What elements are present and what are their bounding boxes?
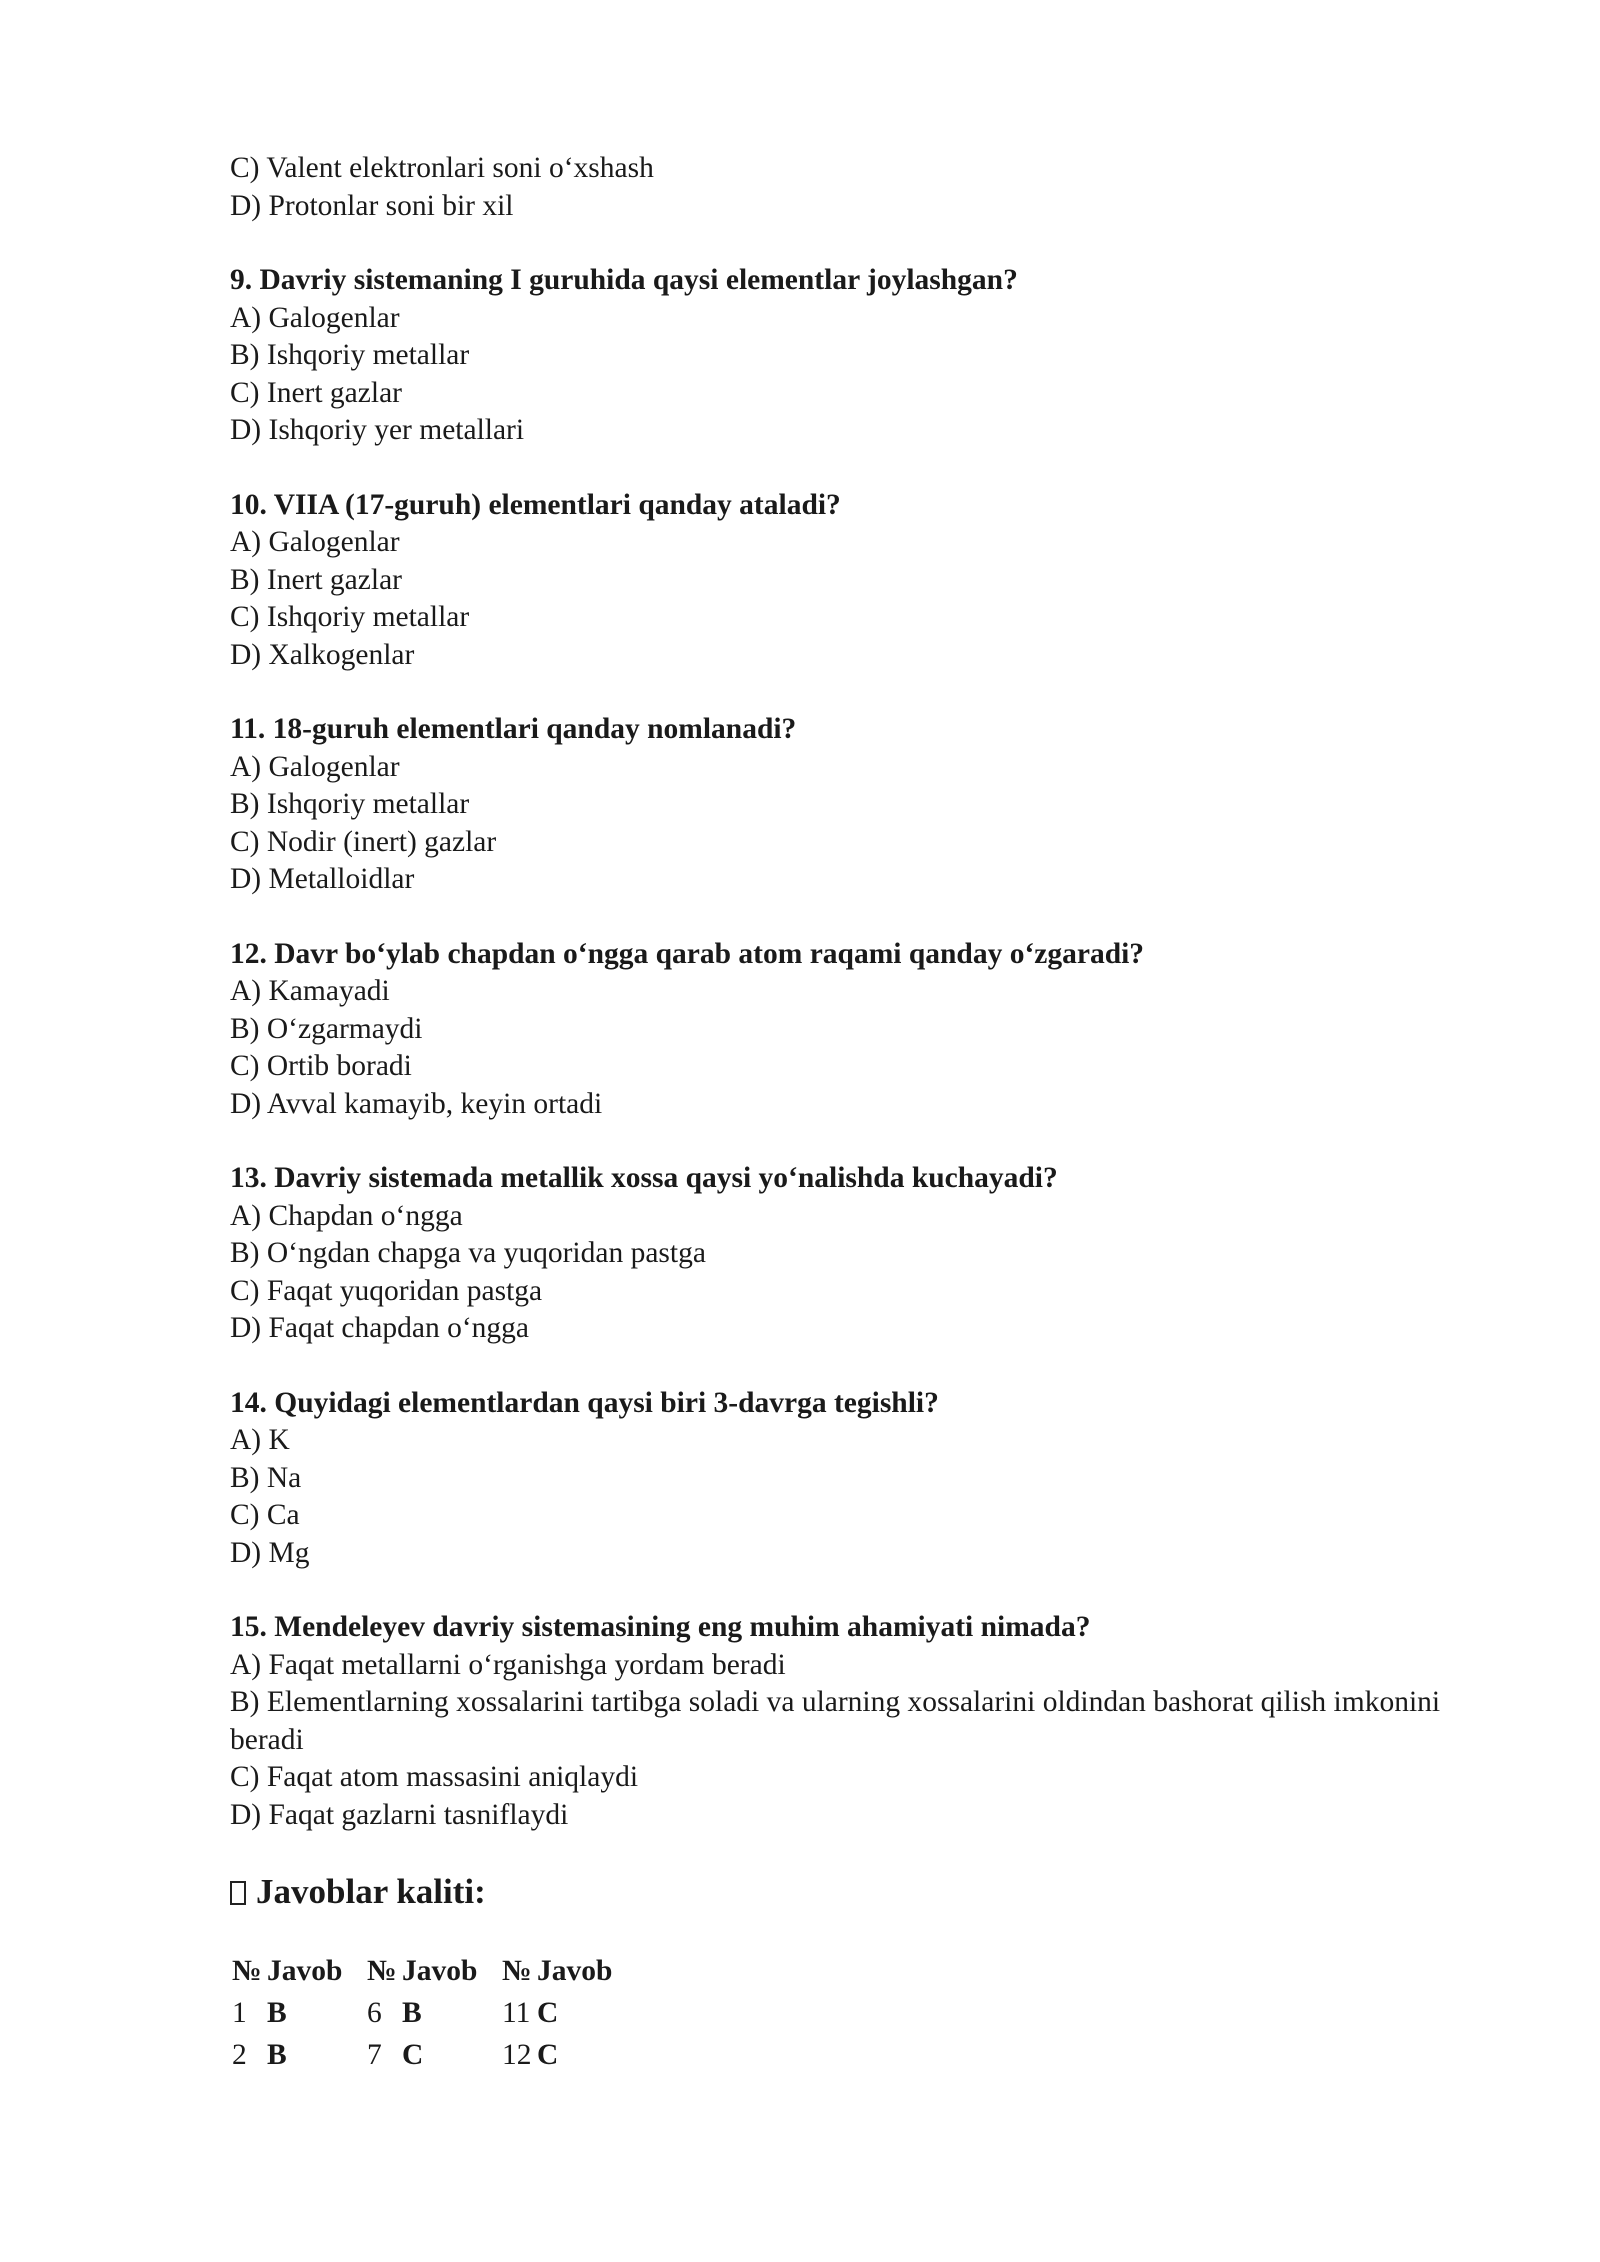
document-page	[230, 150, 1470, 2076]
answer-key-title: Javoblar kaliti:	[256, 1872, 486, 1911]
option-line: C) Ca	[230, 1499, 300, 1531]
question-title: 15. Mendeleyev davriy sistemasining eng muhim ahamiyati nimada?	[230, 1611, 1091, 1643]
option-line: A) Chapdan o‘ngga	[230, 1199, 463, 1232]
question-number-cell: 7	[367, 2038, 382, 2071]
answer-cell: B	[267, 2038, 287, 2071]
question-block	[230, 262, 1470, 450]
answer-cell: B	[267, 1996, 287, 2029]
column-header: №	[502, 1954, 532, 1987]
column-header: Javob	[537, 1954, 613, 1987]
column-header: №	[367, 1954, 397, 1987]
answer-key-heading	[230, 1870, 1470, 1914]
table-header-row	[232, 1950, 637, 1992]
answer-cell: B	[402, 1996, 422, 2029]
question-title: 13. Davriy sistemada metallik xossa qaysi yo‘nalishda kuchayadi?	[230, 1162, 1058, 1194]
option-line: C) Nodir (inert) gazlar	[230, 825, 497, 858]
option-line: C) Valent elektronlari soni o‘xshash	[230, 152, 654, 184]
question-block	[230, 1160, 1470, 1348]
question-number-cell: 11	[502, 1996, 531, 2029]
question-block	[230, 487, 1470, 675]
table-row	[232, 2034, 637, 2076]
option-line: A) Galogenlar	[230, 301, 400, 334]
question-title: 14. Quyidagi elementlardan qaysi biri 3-davrga tegishli?	[230, 1386, 939, 1419]
answer-cell: C	[402, 2038, 424, 2071]
question-title: 11. 18-guruh elementlari qanday nomlanadi?	[230, 713, 797, 745]
option-line: C) Faqat atom massasini aniqlaydi	[230, 1761, 639, 1793]
option-line: A) Kamayadi	[230, 975, 390, 1007]
option-line: B) Ishqoriy metallar	[230, 339, 470, 371]
question-block	[230, 936, 1470, 1124]
option-line: D) Metalloidlar	[230, 863, 415, 895]
missing-glyph-box-icon	[230, 1881, 246, 1905]
option-line: A) Faqat metallarni o‘rganishga yordam beradi	[230, 1648, 786, 1681]
question-block	[230, 711, 1470, 899]
option-line: B) Inert gazlar	[230, 563, 402, 596]
option-line: D) Protonlar soni bir xil	[230, 189, 514, 222]
question-block	[230, 1385, 1470, 1573]
option-line: C) Ishqoriy metallar	[230, 601, 470, 633]
question-number-cell: 6	[367, 1996, 382, 2029]
column-header: Javob	[267, 1954, 343, 1987]
question-block	[230, 1609, 1470, 1834]
question-number-cell: 12	[502, 2038, 532, 2071]
option-line: D) Xalkogenlar	[230, 638, 415, 671]
option-line: B) O‘ngdan chapga va yuqoridan pastga	[230, 1237, 706, 1269]
question-number-cell: 1	[232, 1996, 247, 2029]
question-title: 10. VIIA (17-guruh) elementlari qanday ataladi?	[230, 488, 841, 521]
option-line: D) Faqat gazlarni tasniflaydi	[230, 1798, 569, 1831]
column-header: №	[232, 1954, 262, 1987]
option-line: D) Ishqoriy yer metallari	[230, 414, 525, 446]
option-line: D) Mg	[230, 1536, 310, 1569]
option-line: D) Avval kamayib, keyin ortadi	[230, 1087, 603, 1120]
option-line: A) K	[230, 1424, 290, 1456]
option-line: A) Galogenlar	[230, 750, 400, 783]
question-title: 12. Davr bo‘ylab chapdan o‘ngga qarab atom raqami qanday o‘zgaradi?	[230, 937, 1145, 970]
option-line: B) Elementlarning xossalarini tartibga soladi va ularning xossalarini oldindan bashorat qilish imkonini beradi	[230, 1686, 1441, 1756]
question-title: 9. Davriy sistemaning I guruhida qaysi elementlar joylashgan?	[230, 264, 1018, 296]
option-line: B) Ishqoriy metallar	[230, 788, 470, 820]
option-line: C) Inert gazlar	[230, 376, 402, 409]
option-line: B) O‘zgarmaydi	[230, 1012, 423, 1045]
column-header: Javob	[402, 1954, 478, 1987]
answer-key-table	[232, 1950, 637, 2076]
option-line: D) Faqat chapdan o‘ngga	[230, 1312, 529, 1344]
answer-cell: C	[537, 1996, 559, 2029]
answer-cell: C	[537, 2038, 559, 2071]
table-row	[232, 1992, 637, 2034]
option-line: C) Faqat yuqoridan pastga	[230, 1274, 543, 1307]
option-line: B) Na	[230, 1461, 302, 1494]
question-number-cell: 2	[232, 2038, 247, 2071]
option-line: A) Galogenlar	[230, 526, 400, 558]
option-line: C) Ortib boradi	[230, 1050, 412, 1082]
